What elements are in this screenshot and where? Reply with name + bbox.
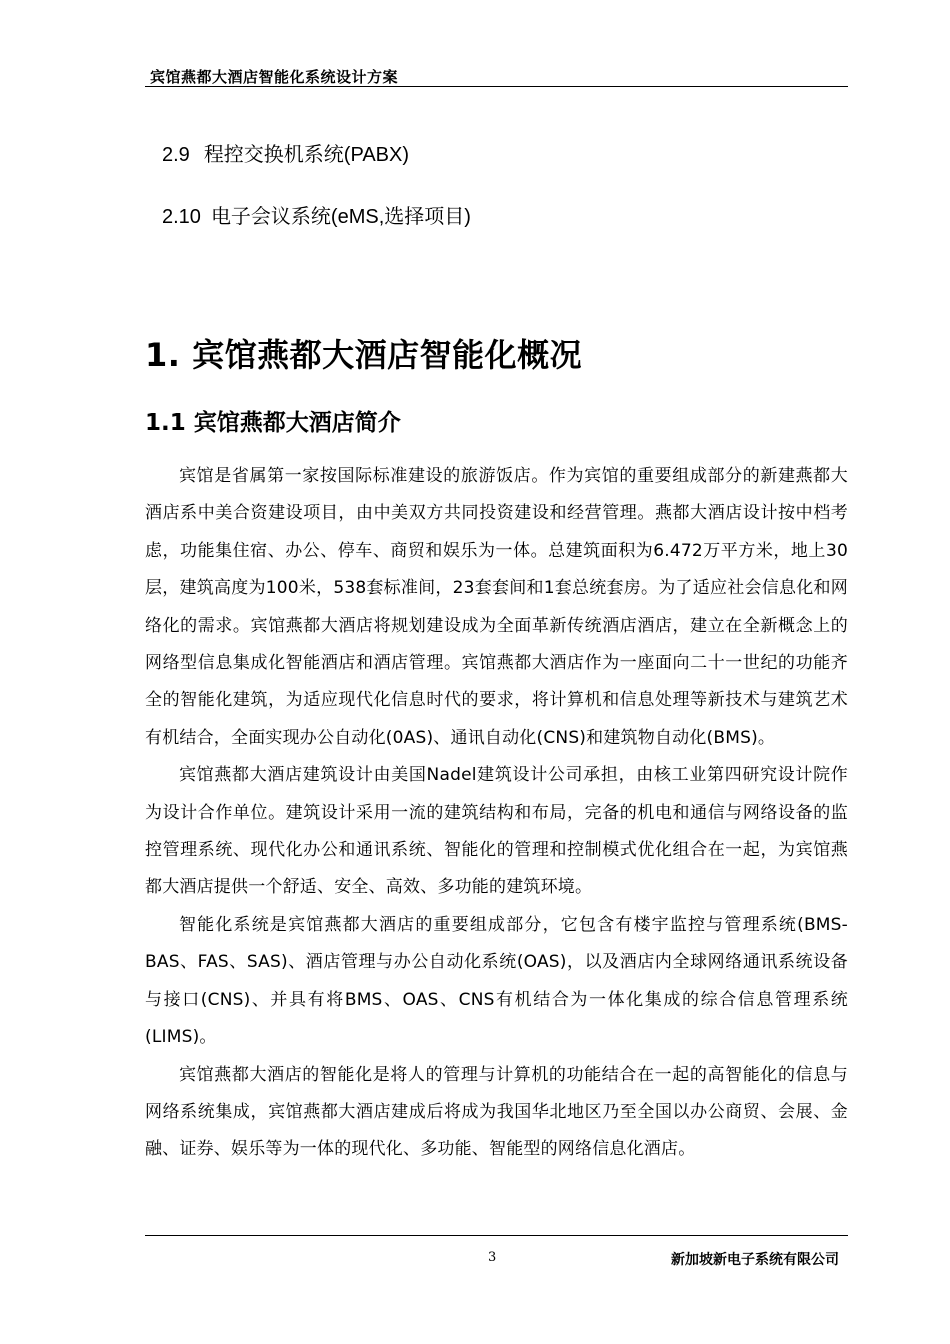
header-rule — [145, 86, 848, 87]
toc-number: 2.9 — [162, 144, 190, 166]
section-title: 1. 宾馆燕都大酒店智能化概况 — [145, 336, 583, 374]
paragraph: 智能化系统是宾馆燕都大酒店的重要组成部分，它包含有楼宇监控与管理系统(BMS-BAS、FAS、SAS)、酒店管理与办公自动化系统(OAS)，以及酒店内全球网络通讯系统设备与接口(CNS)、并具有将BMS、OAS、CNS有机结合为一体化集成的综合信息管理系统(LIMS)。 — [145, 914, 848, 1048]
toc-label: 电子会议系统(eMS,选择项目) — [210, 206, 471, 228]
footer-company: 新加坡新电子系统有限公司 — [671, 1252, 839, 1268]
paragraph: 宾馆燕都大酒店的智能化是将人的管理与计算机的功能结合在一起的高智能化的信息与网络系统集成，宾馆燕都大酒店建成后将成为我国华北地区乃至全国以办公商贸、会展、金融、证券、娱乐等为一体的现代化、多功能、智能型的网络信息化酒店。 — [145, 1064, 848, 1160]
toc-item — [162, 138, 409, 167]
toc-label: 程控交换机系统(PABX) — [203, 144, 410, 166]
toc-item — [162, 200, 471, 229]
paragraph: 宾馆燕都大酒店建筑设计由美国Nadel建筑设计公司承担，由核工业第四研究设计院作为设计合作单位。建筑设计采用一流的建筑结构和布局，完备的机电和通信与网络设备的监控管理系统、现代化办公和通讯系统、智能化的管理和控制模式优化组合在一起，为宾馆燕都大酒店提供一个舒适、安全、高效、多功能的建筑环境。 — [145, 765, 848, 898]
toc-number: 2.10 — [162, 206, 201, 228]
subsection-title: 1.1 宾馆燕都大酒店简介 — [145, 410, 401, 436]
header-title: 宾馆燕都大酒店智能化系统设计方案 — [150, 68, 399, 86]
page-number: 3 — [488, 1250, 497, 1265]
body-text — [145, 458, 848, 1169]
footer-rule — [145, 1235, 848, 1236]
paragraph: 宾馆是省属第一家按国际标准建设的旅游饭店。作为宾馆的重要组成部分的新建燕都大酒店系中美合资建设项目，由中美双方共同投资建设和经营管理。燕都大酒店设计按中档考虑，功能集住宿、办公、停车、商贸和娱乐为一体。总建筑面积为6.472万平方米，地上30层，建筑高度为100米，538套标准间，23套套间和1套总统套房。为了适应社会信息化和网络化的需求。宾馆燕都大酒店将规划建设成为全面革新传统酒店酒店，建立在全新概念上的网络型信息集成化智能酒店和酒店管理。宾馆燕都大酒店作为一座面向二十一世纪的功能齐全的智能化建筑，为适应现代化信息时代的要求，将计算机和信息处理等新技术与建筑艺术有机结合，全面实现办公自动化(0AS)、通讯自动化(CNS)和建筑物自动化(BMS)。 — [145, 466, 848, 748]
